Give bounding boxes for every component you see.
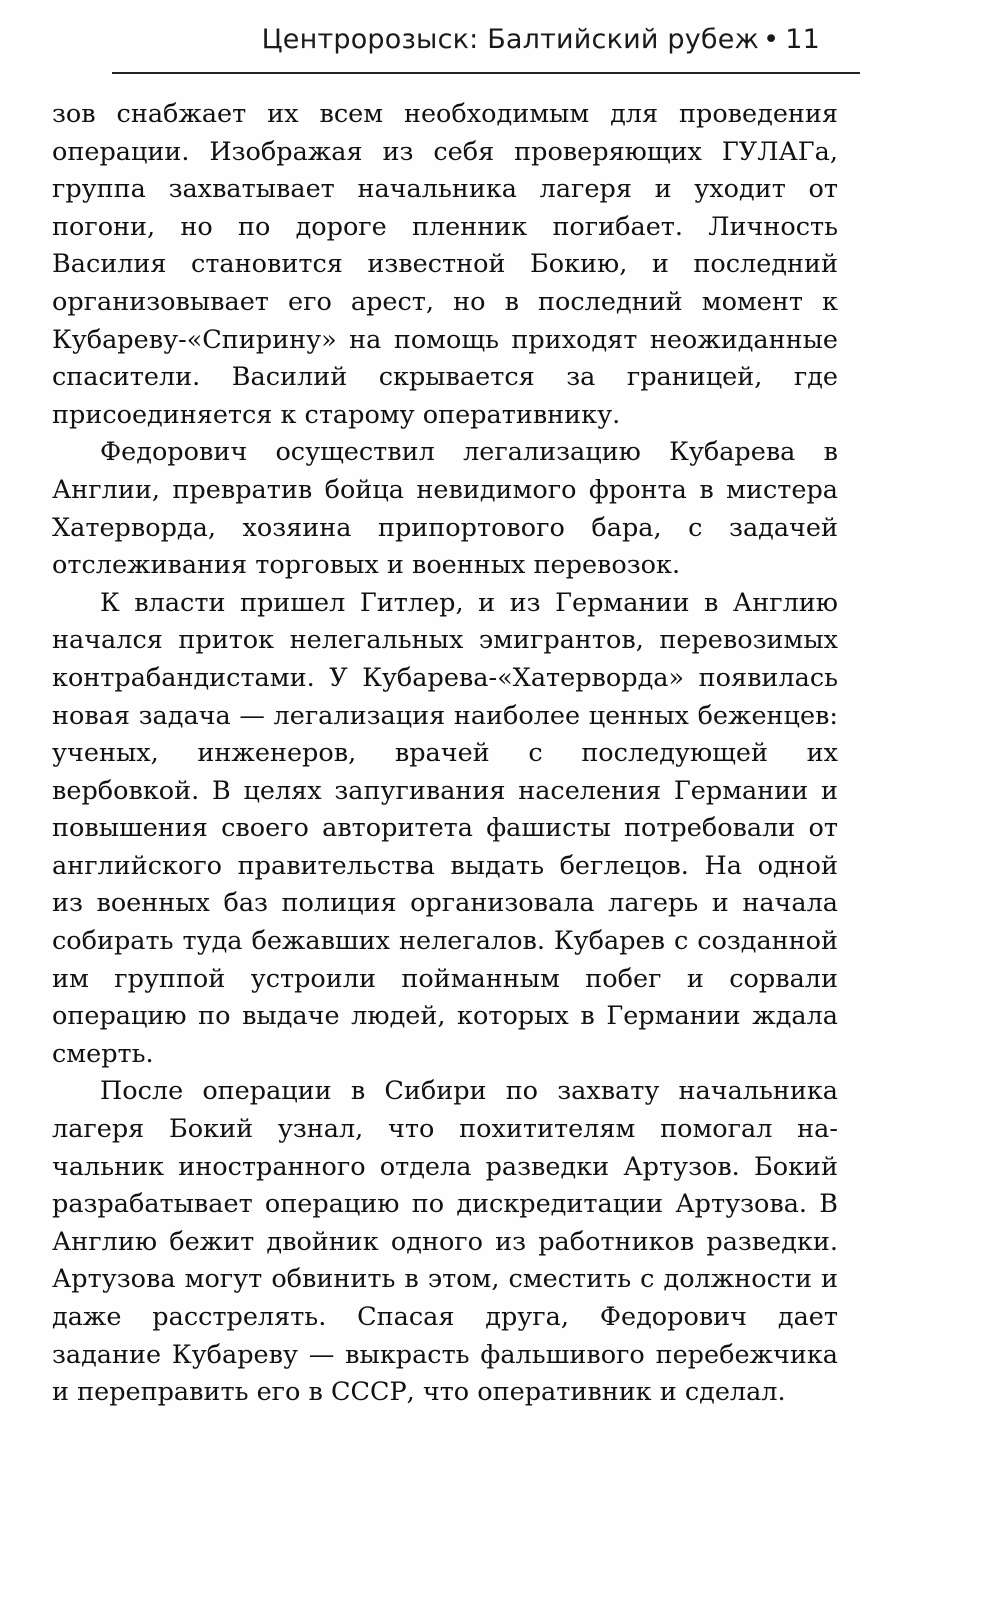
header-bullet: •	[763, 24, 780, 55]
header-rule	[112, 72, 860, 74]
body-text	[52, 96, 838, 1412]
paragraph: После операции в Сибири по захвату начальника лагеря Бокий узнал, что похитителям помогал начальник иностранного отдела разведки Артузов. Бокий разрабатывает операцию по дискредитации Артузова. В Англию бежит двойник одного из работников разведки. Артузова могут обвинить в этом, сместить с должности и даже расстрелять. Спасая друга, Федорович дает задание Кубареву — выкрасть фальшивого перебежчика и переправить его в СССР, что оперативник и сделал.	[52, 1076, 838, 1408]
running-title: Центророзыск: Балтийский рубеж	[261, 24, 760, 55]
running-header	[262, 24, 820, 55]
paragraph: Федорович осуществил легализацию Кубарева в Англии, превратив бойца невидимого фронта в мистера Хатерворда, хозяина припортового бара, с задачей отслеживания торговых и военных перевозок.	[52, 437, 838, 581]
paragraph: зов снабжает их всем необходимым для проведения операции. Изображая из себя проверяющих ГУЛАГа, группа захватывает начальника лагеря и уходит от погони, но по дороге пленник погибает. Личность Василия становится известной Бокию, и последний организовывает его арест, но в последний момент к Кубареву-«Спирину» на помощь приходят неожиданные спасители. Василий скрывается за границей, где присоединяется к старому оперативнику.	[52, 99, 838, 430]
paragraph: К власти пришел Гитлер, и из Германии в Англию начался приток нелегальных эмигрантов, перевозимых контрабандистами. У Кубарева-«Хатерворда» появилась новая задача — легализация наиболее ценных беженцев: ученых, инженеров, врачей с последующей их вербовкой. В целях запугивания населения Германии и повышения своего авторитета фашисты потребовали от английского правительства выдать беглецов. На одной из военных баз полиция организовала лагерь и начала собирать туда бежавших нелегалов. Кубарев с созданной им группой устроили пойманным побег и сорвали операцию по выдаче людей, которых в Германии ждала смерть.	[52, 587, 838, 1069]
page-number: 11	[785, 24, 820, 55]
